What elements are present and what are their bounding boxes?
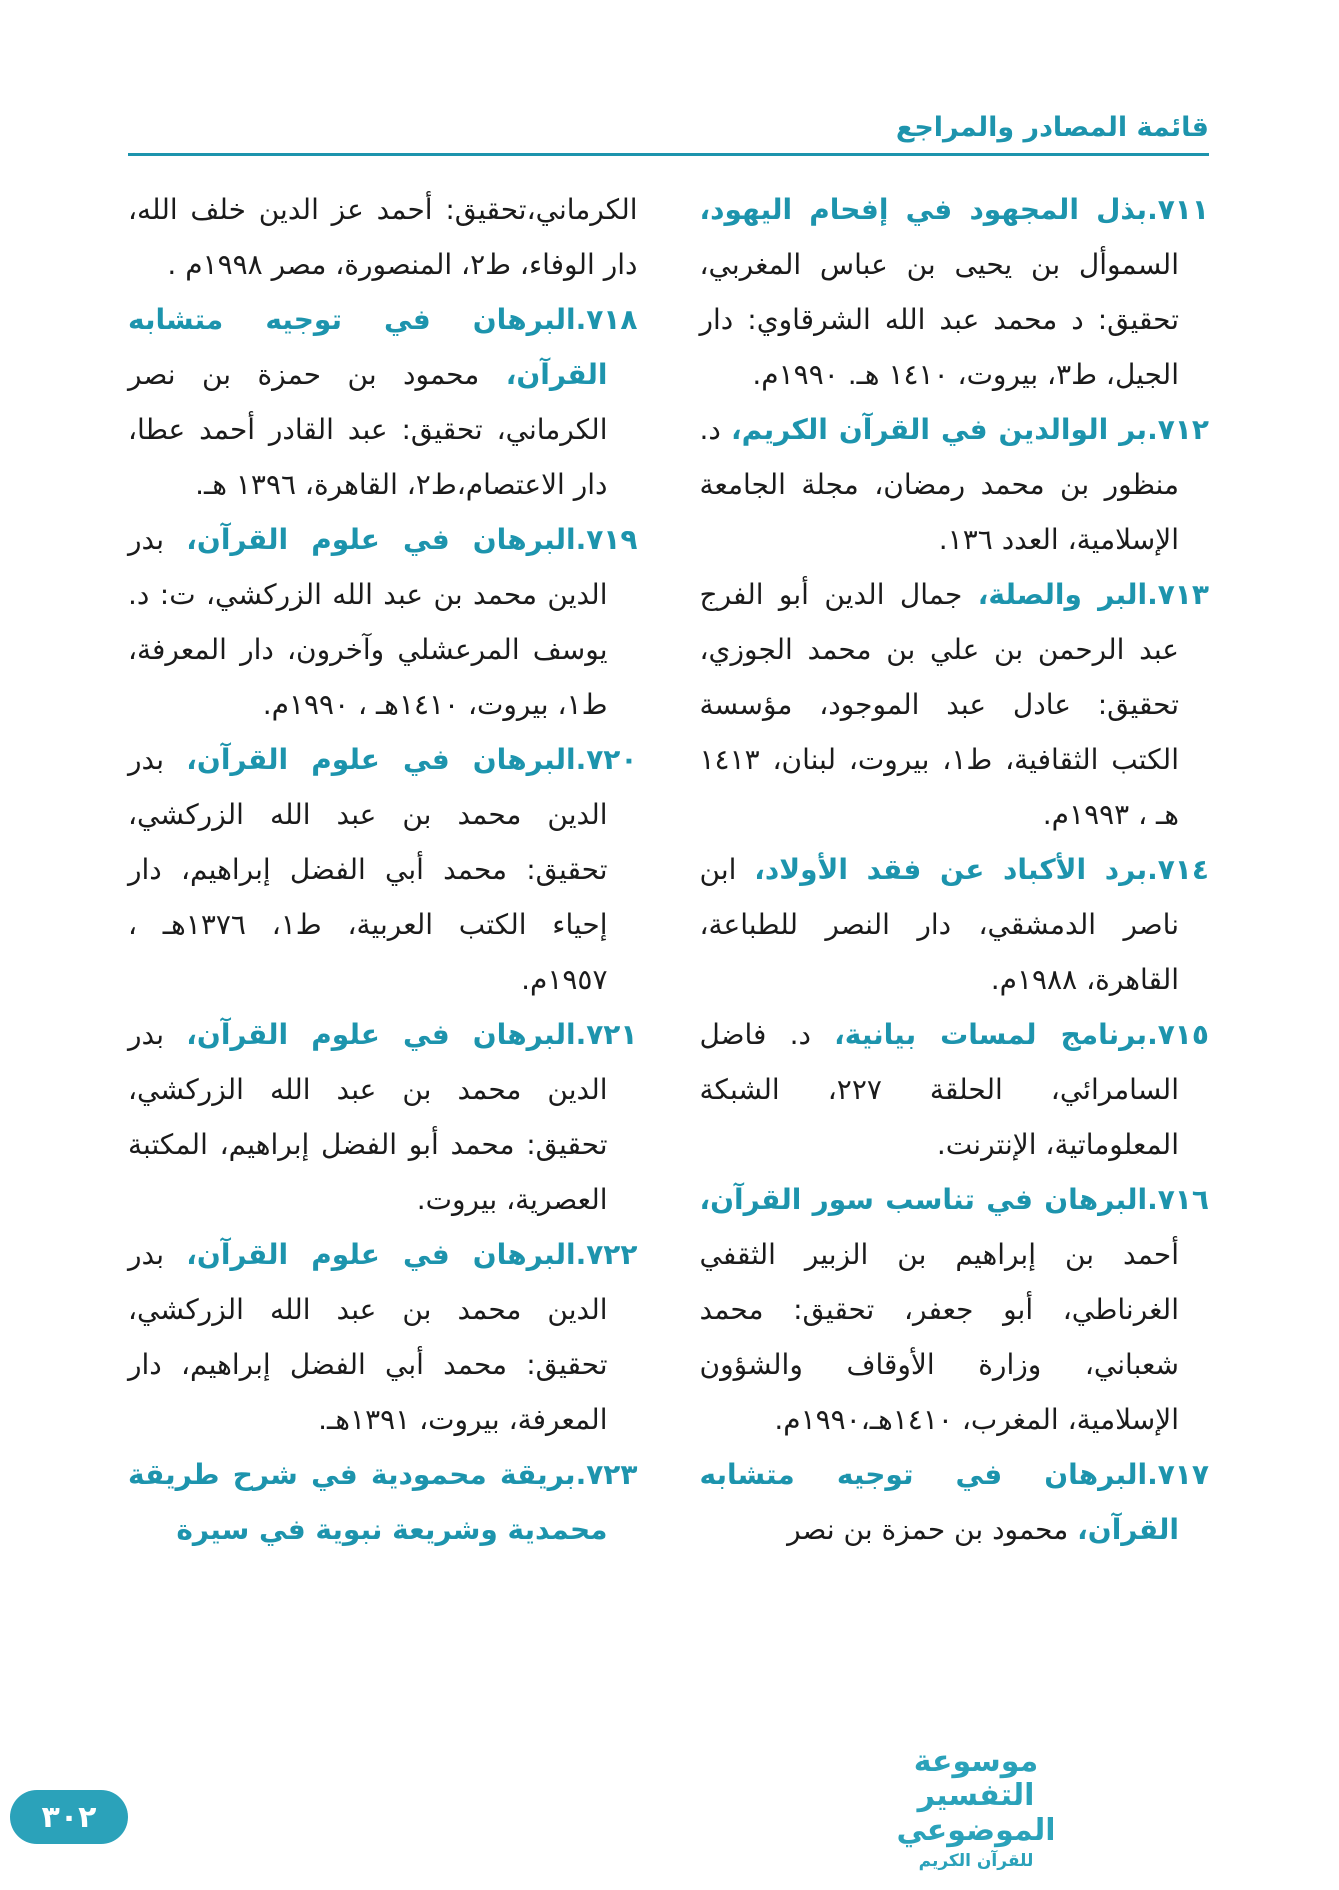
entry-title: البرهان في توجيه متشابه القرآن، bbox=[128, 303, 608, 391]
entry-body: بدر الدين محمد بن عبد الله الزركشي، تحقيق: محمد أبو الفضل إبراهيم، المكتبة العصرية، بيروت. bbox=[128, 1018, 608, 1216]
publisher-emblem bbox=[851, 1745, 1101, 1872]
entry-body: جمال الدين أبو الفرج عبد الرحمن بن علي بن محمد الجوزي، تحقيق: عادل عبد الموجود، مؤسسة الكتب الثقافية، ط١، بيروت، لبنان، ١٤١٣ هـ ، ١٩٩٣م. bbox=[699, 578, 1179, 831]
reference-entry bbox=[128, 1447, 638, 1557]
references-columns bbox=[128, 182, 1209, 1557]
reference-entry bbox=[128, 1227, 638, 1447]
entry-title: برنامج لمسات بيانية، bbox=[834, 1018, 1148, 1051]
reference-entry bbox=[700, 842, 1210, 1007]
reference-entry bbox=[128, 512, 638, 732]
entry-title: البرهان في توجيه متشابه القرآن، bbox=[699, 1458, 1179, 1546]
entry-title: البرهان في تناسب سور القرآن، bbox=[699, 1183, 1148, 1216]
entry-title: البرهان في علوم القرآن، bbox=[186, 1238, 576, 1271]
page-number: ٣٠٢ bbox=[41, 1799, 97, 1835]
entry-title: بر الوالدين في القرآن الكريم، bbox=[730, 413, 1148, 446]
reference-entry bbox=[700, 182, 1210, 402]
reference-entry bbox=[700, 402, 1210, 567]
entry-number: ٧٢١. bbox=[575, 1018, 638, 1051]
entry-body: د. فاضل السامرائي، الحلقة ٢٢٧، الشبكة المعلوماتية، الإنترنت. bbox=[699, 1018, 1179, 1161]
entry-title: بريقة محمودية في شرح طريقة محمدية وشريعة نبوية في سيرة bbox=[128, 1458, 608, 1546]
reference-entry bbox=[700, 567, 1210, 842]
entry-number: ٧١٢. bbox=[1147, 413, 1209, 446]
reference-entry bbox=[700, 1447, 1210, 1557]
entry-title: البرهان في علوم القرآن، bbox=[186, 523, 576, 556]
entry-number: ٧١٨. bbox=[575, 303, 638, 336]
entry-body: د. منظور بن محمد رمضان، مجلة الجامعة الإسلامية، العدد ١٣٦. bbox=[699, 413, 1179, 556]
column-left bbox=[128, 182, 638, 1557]
entry-title: برد الأكباد عن فقد الأولاد، bbox=[754, 853, 1148, 886]
entry-body: بدر الدين محمد بن عبد الله الزركشي، تحقيق: محمد أبي الفضل إبراهيم، دار إحياء الكتب العربية، ط١، ١٣٧٦هـ ، ١٩٥٧م. bbox=[128, 743, 608, 996]
publisher-emblem-subtitle: للقرآن الكريم bbox=[918, 1851, 1034, 1872]
entry-number: ٧٢٢. bbox=[575, 1238, 638, 1271]
entry-title: البر والصلة، bbox=[977, 578, 1148, 611]
entry-body: السموأل بن يحيى بن عباس المغربي، تحقيق: د محمد عبد الله الشرقاوي: دار الجيل، ط٣، بيروت، ١٤١٠ هـ. ١٩٩٠م. bbox=[699, 248, 1179, 391]
entry-body: ابن ناصر الدمشقي، دار النصر للطباعة، القاهرة، ١٩٨٨م. bbox=[699, 853, 1179, 996]
page-title: قائمة المصادر والمراجع bbox=[895, 112, 1209, 143]
reference-entry bbox=[128, 1007, 638, 1227]
entry-title: البرهان في علوم القرآن، bbox=[186, 743, 576, 776]
publisher-emblem-title: موسوعة التفسير الموضوعي bbox=[896, 1743, 1056, 1848]
entry-number: ٧١٥. bbox=[1147, 1018, 1209, 1051]
entry-number: ٧٢٣. bbox=[575, 1458, 638, 1491]
entry-body: بدر الدين محمد بن عبد الله الزركشي، تحقيق: محمد أبي الفضل إبراهيم، دار المعرفة، بيروت، ١٣٩١هـ. bbox=[128, 1238, 608, 1436]
entry-number: ٧١٧. bbox=[1147, 1458, 1209, 1491]
reference-entry bbox=[128, 732, 638, 1007]
entry-body: بدر الدين محمد بن عبد الله الزركشي، ت: د. يوسف المرعشلي وآخرون، دار المعرفة، ط١، بيروت، ١٤١٠هـ ، ١٩٩٠م. bbox=[128, 523, 608, 721]
reference-entry bbox=[128, 292, 638, 512]
reference-entry bbox=[128, 182, 638, 292]
entry-number: ٧١٣. bbox=[1147, 578, 1209, 611]
page-header bbox=[128, 112, 1209, 156]
reference-entry bbox=[700, 1007, 1210, 1172]
entry-number: ٧١١. bbox=[1147, 193, 1209, 226]
entry-body: أحمد بن إبراهيم بن الزبير الثقفي الغرناطي، أبو جعفر، تحقيق: محمد شعباني، وزارة الأوقاف والشؤون الإسلامية، المغرب، ١٤١٠هـ،١٩٩٠م. bbox=[699, 1238, 1179, 1436]
entry-number: ٧١٤. bbox=[1147, 853, 1209, 886]
column-right bbox=[700, 182, 1210, 1557]
reference-entry bbox=[700, 1172, 1210, 1447]
entry-number: ٧١٦. bbox=[1147, 1183, 1209, 1216]
entry-body: محمود بن حمزة بن نصر bbox=[787, 1513, 1069, 1546]
entry-number: ٧١٩. bbox=[575, 523, 638, 556]
entry-body: الكرماني،تحقيق: أحمد عز الدين خلف الله، دار الوفاء، ط٢، المنصورة، مصر ١٩٩٨م . bbox=[128, 193, 638, 281]
page-number-badge bbox=[10, 1790, 128, 1844]
entry-title: بذل المجهود في إفحام اليهود، bbox=[699, 193, 1148, 226]
entry-number: ٧٢٠. bbox=[575, 743, 638, 776]
entry-body: محمود بن حمزة بن نصر الكرماني، تحقيق: عبد القادر أحمد عطا، دار الاعتصام،ط٢، القاهرة، ١٣٩٦ هـ. bbox=[128, 358, 608, 501]
entry-title: البرهان في علوم القرآن، bbox=[186, 1018, 576, 1051]
